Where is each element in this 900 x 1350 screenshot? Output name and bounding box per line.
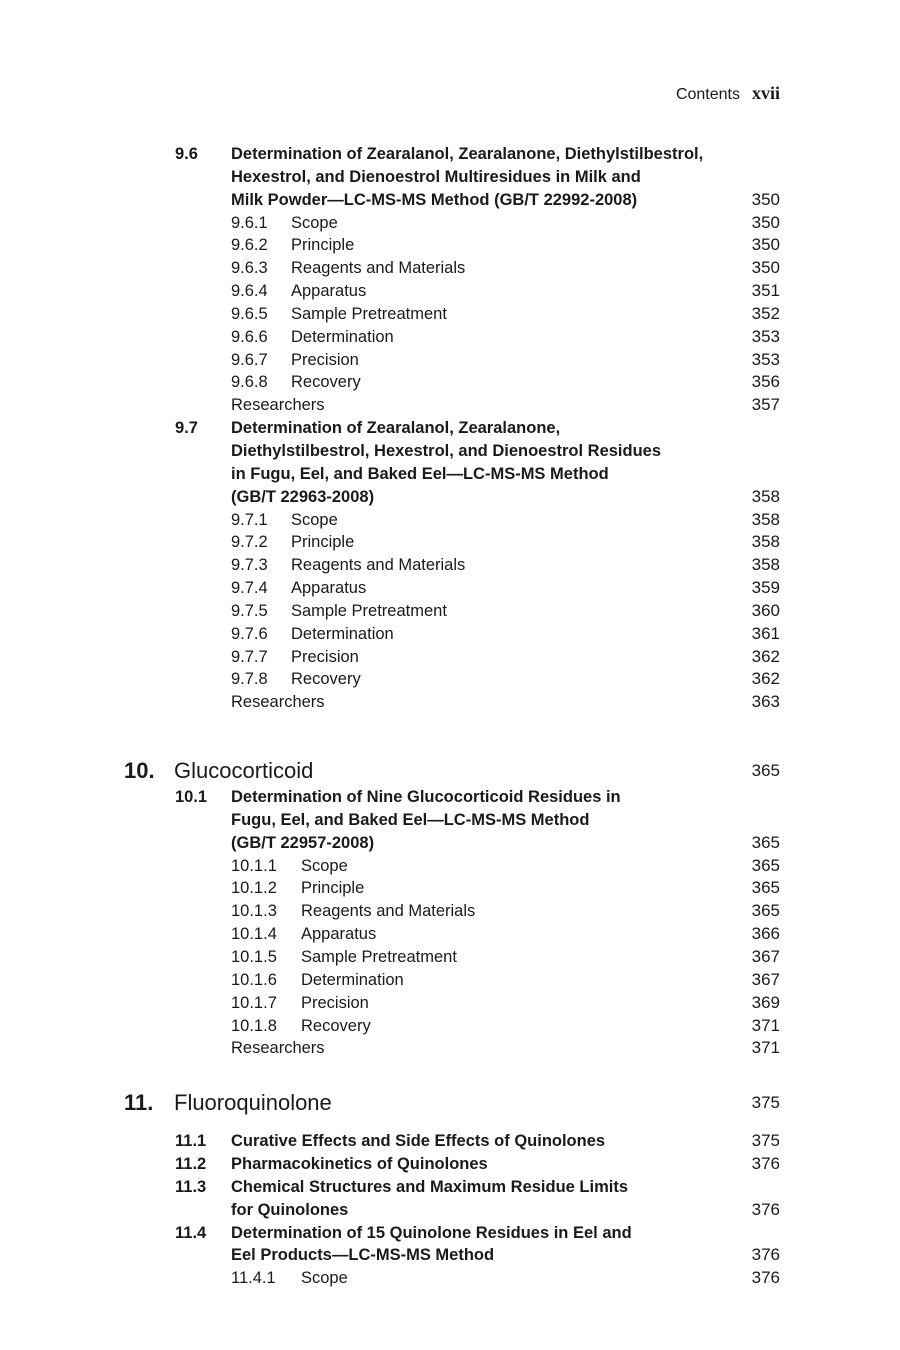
entry-page-number: 356 bbox=[751, 372, 780, 392]
entry-title: Determination bbox=[301, 970, 404, 989]
toc-subsection[interactable] bbox=[0, 623, 900, 646]
toc-subsection[interactable] bbox=[0, 668, 900, 691]
entry-number: 9.6.3 bbox=[231, 259, 268, 278]
entry-title: Determination of 15 Quinolone Residues in Eel and bbox=[231, 1223, 632, 1242]
entry-page-number: 359 bbox=[751, 578, 780, 598]
entry-title: Determination of Zearalanol, Zearalanone, bbox=[231, 419, 561, 438]
header-page-number: xvii bbox=[751, 83, 780, 103]
toc-subsection[interactable] bbox=[0, 326, 900, 349]
entry-page-number: 371 bbox=[751, 1038, 780, 1058]
entry-number: 11.4.1 bbox=[231, 1269, 276, 1288]
entry-page-number: 362 bbox=[751, 669, 780, 689]
entry-number: 9.6.6 bbox=[231, 327, 268, 346]
entry-page-number: 376 bbox=[751, 1245, 780, 1265]
entry-title: Principle bbox=[291, 236, 355, 255]
entry-number: 10.1.5 bbox=[231, 948, 277, 966]
entry-page-number: 361 bbox=[751, 623, 780, 643]
entry-page-number: 376 bbox=[751, 1154, 780, 1174]
entry-page-number: 360 bbox=[751, 600, 780, 620]
entry-title: Reagents and Materials bbox=[301, 902, 476, 921]
entry-page-number: 353 bbox=[751, 349, 780, 369]
toc-subsection[interactable] bbox=[0, 554, 900, 577]
entry-number: 9.7.6 bbox=[231, 624, 268, 643]
entry-page-number: 375 bbox=[751, 1131, 780, 1151]
entry-title: Milk Powder—LC-MS-MS Method (GB/T 22992-2008) bbox=[231, 190, 638, 209]
entry-page-number: 369 bbox=[751, 992, 780, 1012]
entry-title: for Quinolones bbox=[231, 1200, 349, 1219]
entry-title: Principle bbox=[301, 879, 365, 898]
entry-number: 10.1.8 bbox=[231, 1016, 277, 1035]
entry-title: Diethylstilbestrol, Hexestrol, and Dienoestrol Residues bbox=[231, 441, 662, 460]
entry-number: 9.7.4 bbox=[231, 579, 268, 598]
entry-number: 9.6.5 bbox=[231, 304, 268, 323]
entry-title: Recovery bbox=[291, 670, 361, 689]
entry-page-number: 376 bbox=[751, 1199, 780, 1219]
entry-title: Hexestrol, and Dienoestrol Multiresidues in Milk and bbox=[231, 167, 641, 186]
entry-number: 9.7.1 bbox=[231, 510, 268, 529]
entry-title: Apparatus bbox=[291, 579, 367, 598]
toc-section-continuation[interactable] bbox=[0, 1199, 900, 1222]
entry-title: Recovery bbox=[301, 1016, 371, 1035]
entry-number: 10.1.6 bbox=[231, 970, 277, 989]
entry-page-number: 365 bbox=[751, 832, 780, 852]
entry-number: 10.1.7 bbox=[231, 993, 277, 1012]
entry-title: in Fugu, Eel, and Baked Eel—LC-MS-MS Method bbox=[231, 464, 609, 483]
entry-page-number: 350 bbox=[751, 235, 780, 255]
entry-number: 10.1.2 bbox=[231, 879, 277, 898]
entry-title: Precision bbox=[291, 647, 359, 666]
entry-title: Apparatus bbox=[291, 282, 367, 301]
entry-page-number: 351 bbox=[751, 281, 780, 301]
entry-title: Eel Products—LC-MS-MS Method bbox=[231, 1246, 495, 1265]
entry-title: Precision bbox=[301, 993, 369, 1012]
entry-title: Reagents and Materials bbox=[291, 556, 466, 575]
entry-page-number: 367 bbox=[751, 947, 780, 966]
entry-title: Precision bbox=[291, 350, 359, 369]
entry-page-number: 350 bbox=[751, 258, 780, 278]
entry-number: 10.1.1 bbox=[231, 856, 277, 875]
toc-researchers[interactable] bbox=[0, 691, 900, 714]
toc-subsection[interactable] bbox=[0, 280, 900, 303]
toc-subsection[interactable] bbox=[0, 1015, 900, 1038]
entry-page-number: 371 bbox=[751, 1015, 780, 1035]
entry-title: Determination bbox=[291, 624, 394, 643]
toc-chapter[interactable] bbox=[0, 756, 900, 786]
toc-researchers[interactable] bbox=[0, 1037, 900, 1060]
entry-title: Fugu, Eel, and Baked Eel—LC-MS-MS Method bbox=[231, 810, 590, 829]
toc-chapter[interactable] bbox=[0, 1088, 900, 1118]
toc-subsection[interactable] bbox=[0, 877, 900, 900]
entry-number: 10.1 bbox=[175, 788, 208, 807]
entry-page-number: 358 bbox=[751, 509, 780, 529]
toc-subsection[interactable] bbox=[0, 234, 900, 257]
entry-page-number: 365 bbox=[751, 901, 780, 921]
toc-section[interactable] bbox=[0, 1222, 900, 1245]
entry-number: 9.6.4 bbox=[231, 282, 268, 301]
toc-subsection[interactable] bbox=[0, 212, 900, 235]
entry-title: Principle bbox=[291, 533, 355, 552]
entry-title: Scope bbox=[291, 510, 338, 529]
entry-title: Reagents and Materials bbox=[291, 259, 466, 278]
toc-subsection[interactable] bbox=[0, 509, 900, 532]
toc-researchers[interactable] bbox=[0, 394, 900, 417]
toc-section-continuation[interactable] bbox=[0, 189, 900, 212]
entry-number: 11.4 bbox=[175, 1223, 207, 1242]
toc-subsection[interactable] bbox=[0, 349, 900, 372]
toc-subsection[interactable] bbox=[0, 303, 900, 326]
entry-page-number: 353 bbox=[751, 326, 780, 346]
entry-title: Determination bbox=[291, 327, 394, 346]
entry-number: 9.6.2 bbox=[231, 236, 268, 255]
entry-title: Chemical Structures and Maximum Residue Limits bbox=[231, 1177, 629, 1196]
entry-page-number: 365 bbox=[751, 855, 780, 875]
spacer bbox=[0, 1118, 900, 1130]
toc-subsection[interactable] bbox=[0, 900, 900, 923]
toc-section-continuation[interactable] bbox=[0, 832, 900, 855]
entry-page-number: 357 bbox=[751, 395, 780, 415]
entry-number: 11. bbox=[124, 1090, 154, 1116]
entry-page-number: 365 bbox=[751, 761, 780, 781]
entry-title: Sample Pretreatment bbox=[301, 948, 457, 966]
entry-title: Pharmacokinetics of Quinolones bbox=[231, 1155, 488, 1174]
entry-title: Scope bbox=[301, 856, 348, 875]
toc-section-continuation[interactable] bbox=[0, 166, 900, 189]
entry-title: Scope bbox=[291, 213, 338, 232]
entry-page-number: 365 bbox=[751, 878, 780, 898]
toc-subsection[interactable] bbox=[0, 257, 900, 280]
toc-section-continuation[interactable] bbox=[0, 809, 900, 832]
entry-number: 11.1 bbox=[175, 1132, 207, 1151]
toc-section[interactable] bbox=[0, 1153, 900, 1176]
entry-number: 9.7.2 bbox=[231, 533, 268, 552]
entry-number: 11.2 bbox=[175, 1155, 207, 1174]
entry-title: Recovery bbox=[291, 373, 361, 392]
toc-subsection[interactable] bbox=[0, 992, 900, 1015]
toc-section-continuation[interactable] bbox=[0, 1244, 900, 1267]
entry-page-number: 358 bbox=[751, 555, 780, 575]
toc-subsection[interactable] bbox=[0, 1267, 900, 1290]
entry-page-number: 366 bbox=[751, 924, 780, 944]
entry-page-number: 375 bbox=[751, 1093, 780, 1113]
toc-section[interactable] bbox=[0, 1176, 900, 1199]
toc-section-continuation[interactable] bbox=[0, 440, 900, 463]
header-title: Contents bbox=[675, 86, 740, 103]
toc-subsection[interactable] bbox=[0, 946, 900, 969]
entry-page-number: 376 bbox=[751, 1268, 780, 1288]
entry-page-number: 358 bbox=[751, 532, 780, 552]
entry-page-number: 367 bbox=[751, 969, 780, 989]
entry-number: 9.7.8 bbox=[231, 670, 268, 689]
entry-page-number: 363 bbox=[751, 692, 780, 712]
entry-title: Researchers bbox=[231, 396, 325, 415]
table-of-contents bbox=[0, 143, 900, 1290]
toc-subsection[interactable] bbox=[0, 969, 900, 992]
entry-title: Researchers bbox=[231, 693, 325, 712]
entry-number: 9.7.3 bbox=[231, 556, 268, 575]
toc-subsection[interactable] bbox=[0, 855, 900, 878]
toc-subsection[interactable] bbox=[0, 646, 900, 669]
entry-number: 9.7.5 bbox=[231, 601, 268, 620]
entry-title: Determination of Nine Glucocorticoid Residues in bbox=[231, 788, 621, 807]
entry-title: (GB/T 22963-2008) bbox=[231, 487, 375, 506]
spacer bbox=[0, 1060, 900, 1088]
entry-title: Glucocorticoid bbox=[174, 758, 314, 784]
entry-title: Sample Pretreatment bbox=[291, 601, 447, 620]
entry-page-number: 352 bbox=[751, 303, 780, 323]
entry-number: 9.6.1 bbox=[231, 213, 268, 232]
entry-number: 11.3 bbox=[175, 1177, 207, 1196]
toc-subsection[interactable] bbox=[0, 531, 900, 554]
entry-number: 10. bbox=[124, 758, 155, 784]
entry-page-number: 362 bbox=[751, 646, 780, 666]
entry-number: 9.6.7 bbox=[231, 350, 268, 369]
toc-subsection[interactable] bbox=[0, 577, 900, 600]
toc-section-continuation[interactable] bbox=[0, 486, 900, 509]
entry-number: 9.6 bbox=[175, 145, 198, 163]
toc-subsection[interactable] bbox=[0, 600, 900, 623]
toc-section[interactable] bbox=[0, 143, 900, 166]
entry-page-number: 350 bbox=[751, 212, 780, 232]
toc-subsection[interactable] bbox=[0, 371, 900, 394]
entry-title: Sample Pretreatment bbox=[291, 304, 447, 323]
toc-section[interactable] bbox=[0, 417, 900, 440]
entry-title: Apparatus bbox=[301, 925, 377, 944]
toc-subsection[interactable] bbox=[0, 923, 900, 946]
entry-title: Scope bbox=[301, 1269, 348, 1288]
running-header bbox=[676, 82, 780, 106]
entry-title: Determination of Zearalanol, Zearalanone, Diethylstilbestrol, bbox=[231, 145, 704, 163]
entry-number: 10.1.3 bbox=[231, 902, 277, 921]
entry-title: Fluoroquinolone bbox=[174, 1090, 332, 1116]
entry-title: (GB/T 22957-2008) bbox=[231, 833, 375, 852]
toc-section[interactable] bbox=[0, 1130, 900, 1153]
entry-page-number: 350 bbox=[751, 189, 780, 209]
entry-title: Researchers bbox=[231, 1039, 325, 1058]
entry-title: Curative Effects and Side Effects of Quinolones bbox=[231, 1132, 606, 1151]
toc-section[interactable] bbox=[0, 786, 900, 809]
entry-page-number: 358 bbox=[751, 486, 780, 506]
entry-number: 9.7 bbox=[175, 419, 198, 438]
spacer bbox=[0, 714, 900, 756]
entry-number: 10.1.4 bbox=[231, 925, 277, 944]
entry-number: 9.7.7 bbox=[231, 647, 268, 666]
entry-number: 9.6.8 bbox=[231, 373, 268, 392]
toc-section-continuation[interactable] bbox=[0, 463, 900, 486]
